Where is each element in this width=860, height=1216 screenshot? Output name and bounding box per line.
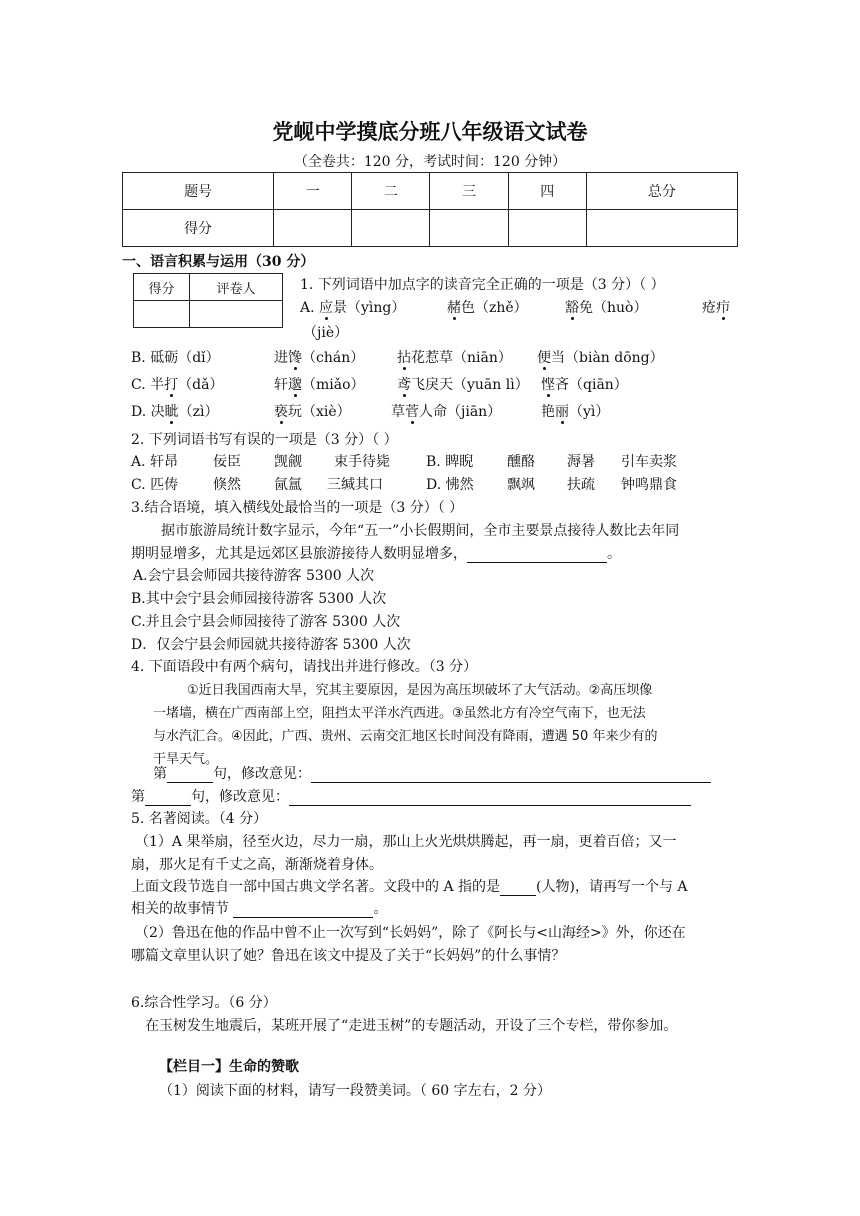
table-row	[134, 301, 283, 328]
sentence-number-blank[interactable]	[145, 805, 191, 806]
dotted-char: 鸢	[397, 377, 411, 393]
q2-option-d-2: 飘飒	[507, 477, 535, 493]
q2-option-c-2: 倏然	[213, 477, 241, 493]
q1-option-a-4-reading: （jiè）	[303, 325, 349, 341]
q1-option-b-4	[537, 347, 664, 367]
question-5-stem: 5. 名著阅读。（4 分）	[131, 811, 268, 827]
question-text: 。	[373, 901, 388, 917]
question-6-stem: 6.综合性学习。（6 分）	[131, 995, 277, 1011]
dotted-char: 丽	[555, 404, 569, 420]
q4-passage-line: 干旱天气。	[153, 752, 219, 767]
score-cell[interactable]	[586, 210, 737, 247]
answer-blank[interactable]	[467, 562, 607, 563]
q2-option-b-3: 溽暑	[567, 454, 595, 470]
q2-option-c-1: C. 匹俦	[131, 477, 179, 493]
q1-option-c-2	[274, 374, 365, 394]
q1-option-a-4	[702, 297, 730, 317]
option-text: 玩（xiè）	[288, 404, 351, 420]
q1-option-a-3	[565, 297, 647, 317]
table-row	[134, 274, 283, 301]
option-label: B.	[131, 350, 146, 366]
dotted-char: 打	[164, 377, 179, 393]
dotted-char: 便	[537, 350, 551, 366]
option-text: （dǎ）	[178, 377, 224, 393]
option-text: 半	[150, 377, 165, 393]
q4-passage-line: 一堵墙，横在广西南部上空，阻挡太平洋水汽西进。③虽然北方有冷空气南下，也无法	[153, 706, 646, 721]
question-2-stem: 2. 下列词语书写有误的一项是（3 分）（ ）	[131, 432, 398, 448]
grader-cell[interactable]	[190, 301, 283, 328]
option-text: 疮	[702, 300, 716, 316]
option-text: 人命（jiān）	[419, 404, 502, 420]
table-header-cell: 三	[430, 173, 508, 210]
option-text: 草	[391, 404, 405, 420]
dotted-char: 豁	[565, 300, 579, 316]
option-text: （yì）	[569, 404, 610, 420]
fill-text: 第	[153, 766, 167, 782]
exam-info: （全卷共：120 分，考试时间：120 分钟）	[293, 154, 567, 170]
q6-question: （1）阅读下面的材料，请写一段赞美词。（ 60 字左右，2 分）	[159, 1083, 551, 1099]
q1-option-d-4	[541, 401, 609, 421]
question-text: 上面文段节选自一部中国古典文学名著。文段中的 A 指的是	[131, 879, 501, 895]
dotted-char: 赭	[447, 300, 461, 316]
q1-option-a	[300, 297, 405, 317]
q5-question-line	[131, 898, 387, 918]
q3-passage-line: 据市旅游局统计数字显示，今年“五一”小长假期间，全市主要景点接待人数比去年同	[161, 523, 680, 539]
q2-option-a-4: 束手待毙	[334, 454, 390, 470]
option-text: 花惹草（niān）	[411, 350, 512, 366]
q3-option-a: A.会宁县会师园共接待游客 5300 人次	[133, 568, 375, 584]
q5-question-line	[131, 876, 688, 896]
dotted-char: 疖	[716, 300, 730, 316]
question-1-stem: 1. 下列词语中加点字的读音完全正确的一项是（3 分）（ ）	[300, 277, 665, 293]
q2-option-b-1: B. 睥睨	[426, 454, 474, 470]
table-header-cell: 二	[352, 173, 430, 210]
q1-option-c	[131, 374, 223, 394]
option-text: （miǎo）	[302, 377, 365, 393]
dotted-char: 拈	[397, 350, 411, 366]
q5-question-line: （2）鲁迅在他的作品中曾不止一次写到“长妈妈”，除了《阿长与<山海经>》外，你还在	[135, 925, 686, 941]
question-text: (人物)，请再写一个与 A	[536, 879, 688, 895]
passage-text: 期明显增多，尤其是远郊区县旅游接待人数明显增多，	[131, 546, 467, 562]
question-4-stem: 4. 下面语段中有两个病句，请找出并进行修改。（3 分）	[131, 659, 478, 675]
fill-text: 第	[131, 789, 145, 805]
passage-text: 。	[607, 546, 621, 562]
option-label: A.	[300, 300, 315, 316]
q3-option-d: D．仅会宁县会师园就共接待游客 5300 人次	[131, 637, 411, 653]
dotted-char: 邈	[288, 377, 302, 393]
revision-blank[interactable]	[289, 805, 691, 806]
q4-fill-line-2	[131, 786, 691, 806]
question-text: 相关的故事情节	[131, 901, 229, 917]
q1-option-d-2	[274, 401, 351, 421]
option-text: 进	[274, 350, 288, 366]
q4-passage-line: 与水汽汇合。④因此，广西、贵州、云南交汇地区长时间没有降雨，遭遇 50 年来少有的	[153, 729, 658, 744]
table-header-cell: 总分	[586, 173, 737, 210]
q3-passage-line	[131, 543, 621, 563]
q4-fill-line-1	[153, 763, 711, 783]
table-row	[123, 210, 738, 247]
score-cell[interactable]	[352, 210, 430, 247]
q2-option-a-2: 佞臣	[213, 454, 241, 470]
q1-option-b	[131, 347, 220, 367]
option-text: （zì）	[178, 404, 219, 420]
q1-option-c-4	[541, 374, 628, 394]
q2-option-c-4: 三缄其口	[327, 477, 383, 493]
table-header-cell: 评卷人	[190, 274, 283, 301]
q2-option-a-1: A. 轩昂	[131, 454, 179, 470]
score-cell[interactable]	[508, 210, 586, 247]
q1-option-c-3	[397, 374, 529, 394]
answer-blank[interactable]	[233, 917, 373, 918]
q1-option-b-2	[274, 347, 364, 367]
q2-option-b-2: 醺酪	[507, 454, 535, 470]
q2-option-a-3: 觊觎	[274, 454, 302, 470]
q2-option-d-4: 钟鸣鼎食	[621, 477, 677, 493]
sentence-number-blank[interactable]	[167, 782, 213, 783]
question-3-stem: 3.结合语境，填入横线处最恰当的一项是（3 分）（ ）	[131, 500, 464, 516]
option-text: （chán）	[302, 350, 365, 366]
score-cell[interactable]	[430, 210, 508, 247]
page-title: 党岘中学摸底分班八年级语文试卷	[272, 119, 588, 144]
q6-intro: 在玉树发生地震后，某班开展了“走进玉树”的专题活动，开设了三个专栏，带你参加。	[145, 1018, 678, 1034]
option-label: D.	[131, 404, 147, 420]
q2-option-d-3: 扶疏	[567, 477, 595, 493]
option-text: 飞戾天（yuān lì）	[411, 377, 529, 393]
q1-option-d	[131, 401, 219, 421]
dotted-char: 悭	[541, 377, 555, 393]
fill-text: 句，修改意见：	[213, 766, 311, 782]
table-header-cell: 一	[274, 173, 352, 210]
grader-table	[133, 273, 283, 328]
score-cell[interactable]	[134, 301, 190, 328]
q3-option-c: C.并且会宁县会师园接待了游客 5300 人次	[131, 614, 401, 630]
q2-option-b-4: 引车卖浆	[621, 454, 677, 470]
table-row	[123, 173, 738, 210]
table-header-cell: 四	[508, 173, 586, 210]
option-text: 免（huò）	[579, 300, 648, 316]
section-heading: 一、语言积累与运用（30 分）	[122, 254, 315, 270]
q4-passage-line: ①近日我国西南大旱，究其主要原因，是因为高压坝破坏了大气活动。②高压坝像	[187, 683, 653, 698]
table-header-cell: 得分	[134, 274, 190, 301]
option-text: 景（yìng）	[333, 300, 406, 316]
dotted-char: 亵	[274, 404, 288, 420]
q2-option-c-3: 氤氲	[274, 477, 302, 493]
dotted-char: 眦	[164, 404, 179, 420]
dotted-char: 馋	[288, 350, 302, 366]
option-text: 轩	[274, 377, 288, 393]
dotted-char: 菅	[405, 404, 419, 420]
option-text: 决	[150, 404, 165, 420]
score-cell[interactable]	[274, 210, 352, 247]
option-text: 艳	[541, 404, 555, 420]
q5-question-line: 哪篇文章里认识了她？鲁迅在该文中提及了关于“长妈妈”的什么事情？	[131, 948, 566, 964]
fill-text: 句，修改意见：	[191, 789, 289, 805]
answer-blank[interactable]	[500, 895, 536, 896]
option-text: 当（biàn dōng）	[551, 350, 664, 366]
option-text: 色（zhě）	[461, 300, 528, 316]
dotted-char: 应	[319, 300, 334, 316]
q3-option-b: B.其中会宁县会师园接待游客 5300 人次	[131, 591, 387, 607]
option-label: C.	[131, 377, 146, 393]
q5-passage-line: （1）A 果举扇，径至火边，尽力一扇，那山上火光烘烘腾起，再一扇，更着百倍；又一	[135, 834, 677, 850]
score-table	[122, 172, 738, 247]
option-text: 砥砺（dǐ）	[150, 350, 220, 366]
row-label-cell: 得分	[123, 210, 274, 247]
q6-column-title: 【栏目一】生命的赞歌	[159, 1059, 299, 1075]
option-text: 吝（qiān）	[555, 377, 628, 393]
q2-option-d-1: D. 怫然	[426, 477, 474, 493]
q1-option-d-3	[391, 401, 501, 421]
q1-option-b-3	[397, 347, 512, 367]
table-header-cell: 题号	[123, 173, 274, 210]
q5-passage-line: 扇，那火足有千丈之高，渐渐烧着身体。	[131, 857, 383, 873]
q1-option-a-2	[447, 297, 528, 317]
revision-blank[interactable]	[311, 782, 711, 783]
